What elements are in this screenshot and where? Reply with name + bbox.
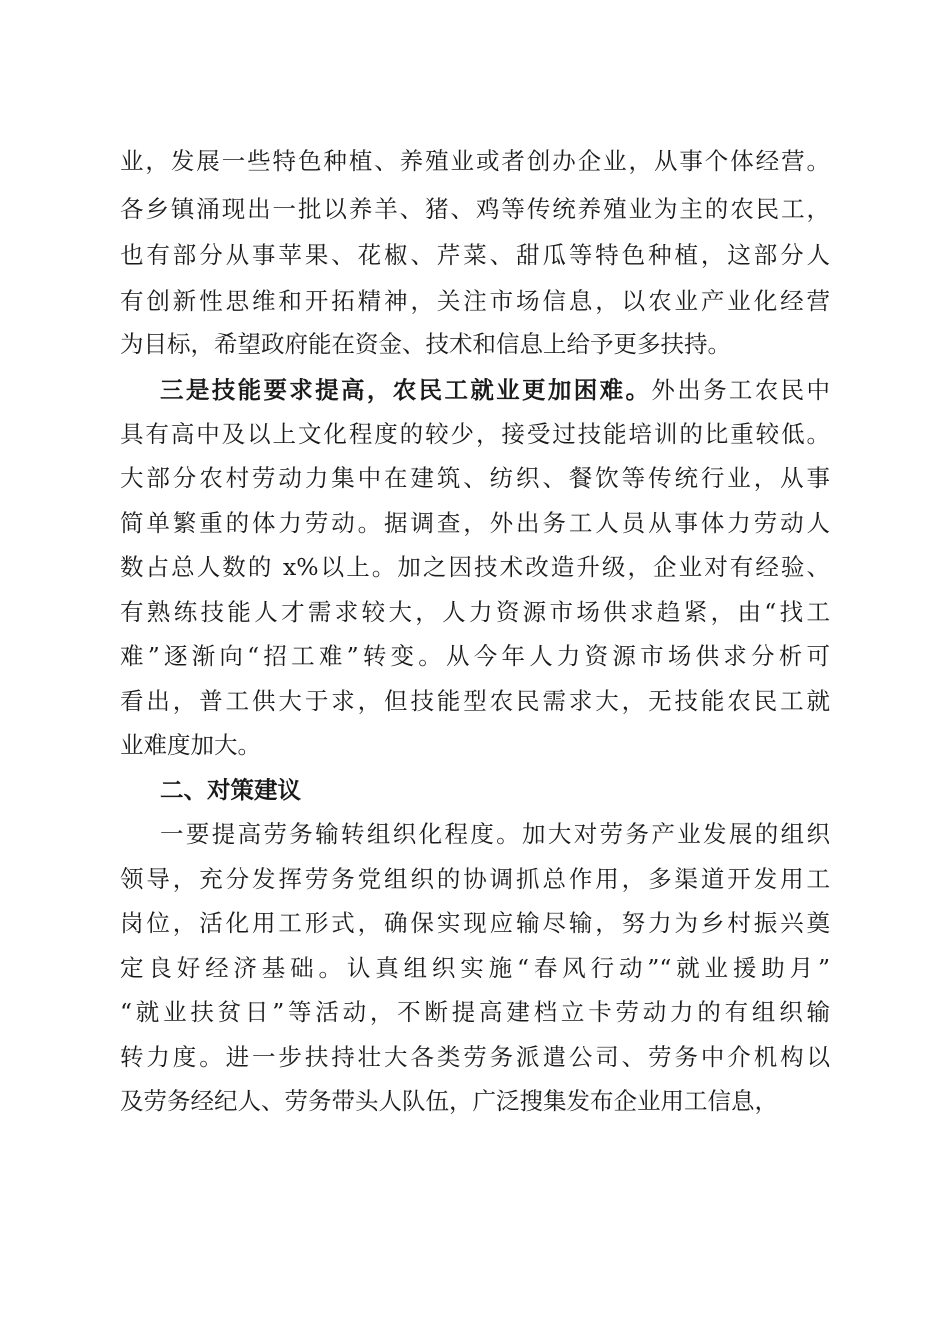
paragraph-text: 外出务工农民中 xyxy=(651,376,831,404)
paragraph-line: 领导，充分发挥劳务党组织的协调抓总作用，多渠道开发用工 xyxy=(120,865,830,893)
paragraph-line: 定良好经济基础。认真组织实施“春风行动”“就业援助月” xyxy=(120,954,830,982)
paragraph-line: 岗位，活化用工形式，确保实现应输尽输，努力为乡村振兴奠 xyxy=(120,909,830,937)
paragraph-line: 各乡镇涌现出一批以养羊、猪、鸡等传统养殖业为主的农民工， xyxy=(120,195,830,223)
paragraph-line: “就业扶贫日”等活动，不断提高建档立卡劳动力的有组织输 xyxy=(120,998,830,1026)
paragraph-line: 转力度。进一步扶持壮大各类劳务派遣公司、劳务中介机构以 xyxy=(120,1043,830,1071)
paragraph-line: 及劳务经纪人、劳务带头人队伍，广泛搜集发布企业用工信息， xyxy=(120,1087,778,1115)
paragraph-line: 具有高中及以上文化程度的较少，接受过技能培训的比重较低。 xyxy=(120,420,830,448)
paragraph-first-line: 一要提高劳务输转组织化程度。加大对劳务产业发展的组织 xyxy=(160,820,830,848)
paragraph-lead: 三是技能要求提高，农民工就业更加困难。 xyxy=(160,376,652,404)
paragraph-line: 简单繁重的体力劳动。据调查，外出务工人员从事体力劳动人 xyxy=(120,509,830,537)
paragraph-line: 业难度加大。 xyxy=(120,731,261,759)
paragraph-line: 为目标，希望政府能在资金、技术和信息上给予更多扶持。 xyxy=(120,330,731,358)
paragraph-line: 业，发展一些特色种植、养殖业或者创办企业，从事个体经营。 xyxy=(120,147,830,175)
paragraph-first-line xyxy=(160,375,830,405)
paragraph-line: 看出，普工供大于求，但技能型农民需求大，无技能农民工就 xyxy=(120,687,830,715)
paragraph-line: 数占总人数的 x%以上。加之因技术改造升级，企业对有经验、 xyxy=(120,553,830,581)
section-heading: 二、对策建议 xyxy=(160,776,301,804)
paragraph-line: 有创新性思维和开拓精神，关注市场信息，以农业产业化经营 xyxy=(120,287,830,315)
paragraph-line: 也有部分从事苹果、花椒、芹菜、甜瓜等特色种植，这部分人 xyxy=(120,241,830,269)
paragraph-line: 难”逐渐向“招工难”转变。从今年人力资源市场供求分析可 xyxy=(120,642,830,670)
paragraph-line: 大部分农村劳动力集中在建筑、纺织、餐饮等传统行业，从事 xyxy=(120,464,830,492)
paragraph-line: 有熟练技能人才需求较大，人力资源市场供求趋紧，由“找工 xyxy=(120,598,830,626)
